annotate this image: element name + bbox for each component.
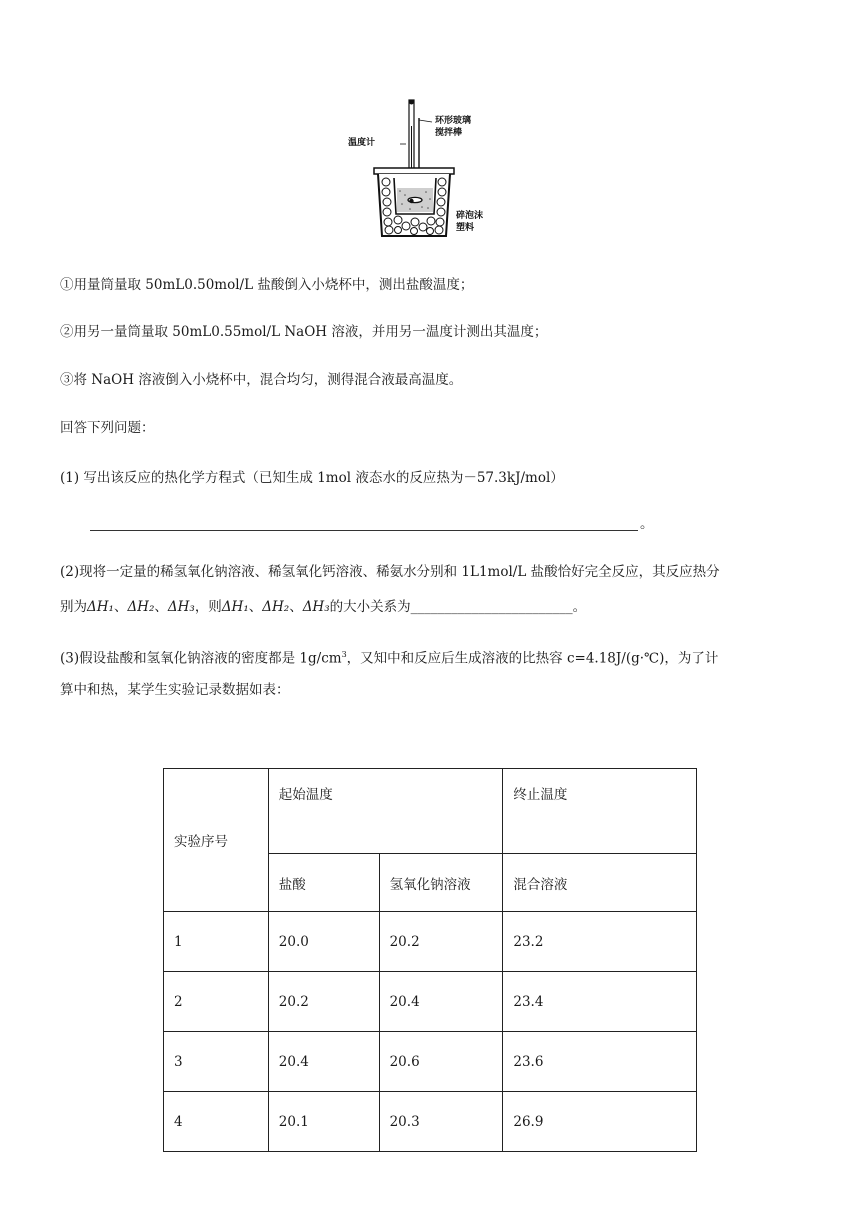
table-cell: 23.4: [503, 972, 697, 1032]
q2-prefix: 别为: [60, 599, 87, 615]
data-table: [163, 768, 697, 1152]
table-row: [164, 972, 697, 1032]
q2-dh2b: ΔH₂: [262, 599, 290, 615]
table-cell: 1: [164, 912, 269, 972]
stirrer-label-2: 搅拌棒: [435, 128, 463, 138]
q2-sep2: 、: [154, 599, 168, 615]
prompt-text: 回答下列问题：: [60, 420, 155, 436]
q2-sep1: 、: [113, 599, 128, 615]
header-naoh: 氢氧化钠溶液: [379, 854, 503, 912]
table-cell: 2: [164, 972, 269, 1032]
question-1: (1) 写出该反应的热化学方程式（已知生成 1mol 液态水的反应热为－57.3kJ/mol）: [60, 470, 564, 486]
step-3: ③将 NaOH 溶液倒入小烧杯中，混合均匀，测得混合液最高温度。: [60, 372, 463, 388]
question-3-line-1: [60, 645, 718, 669]
q2-dh1: ΔH₁: [87, 599, 114, 615]
q3-line1-a: (3)假设盐酸和氢氧化钠溶液的密度都是 1g/cm: [60, 650, 342, 667]
table-cell: 20.1: [268, 1092, 379, 1152]
table-row: [164, 912, 697, 972]
question-3-line-2: 算中和热，某学生实验记录数据如表：: [60, 682, 290, 698]
q2-middle: ，则: [194, 599, 222, 615]
q2-sep3: 、: [248, 599, 263, 615]
stirrer-label-1: 环形玻璃: [435, 116, 472, 126]
table-cell: 4: [164, 1092, 269, 1152]
q3-superscript: 3: [341, 650, 347, 659]
q2-dh1b: ΔH₁: [221, 599, 249, 615]
table-cell: 26.9: [503, 1092, 697, 1152]
table-cell: 23.6: [503, 1032, 697, 1092]
q2-suffix: 的大小关系为________________________。: [329, 599, 587, 615]
table-cell: 20.4: [379, 972, 503, 1032]
table-cell: 3: [164, 1032, 269, 1092]
table-cell: 20.6: [379, 1032, 503, 1092]
table-cell: 20.4: [268, 1032, 379, 1092]
calorimeter-figure: [348, 96, 490, 246]
header-hcl: 盐酸: [268, 854, 379, 912]
table-row: [164, 1092, 697, 1152]
q2-dh3b: ΔH₃: [302, 599, 330, 615]
table-cell: 20.3: [379, 1092, 503, 1152]
q2-dh3: ΔH₃: [167, 599, 195, 615]
header-start-temp: 起始温度: [268, 769, 503, 854]
q2-sep4: 、: [289, 599, 303, 615]
question-2-line-2: [60, 597, 586, 617]
table-cell: 23.2: [503, 912, 697, 972]
table-cell: 20.2: [268, 972, 379, 1032]
table-cell: 20.0: [268, 912, 379, 972]
header-index: 实验序号: [164, 769, 269, 912]
q3-line1-b: ，又知中和反应后生成溶液的比热容 c=4.18J/(g·℃)，为了计: [346, 650, 719, 667]
step-2: ②用另一量筒量取 50mL0.55mol/L NaOH 溶液，并用另一温度计测出其温度；: [60, 324, 548, 340]
header-mix: 混合溶液: [503, 854, 697, 912]
table-cell: 20.2: [379, 912, 503, 972]
step-1: ①用量筒量取 50mL0.50mol/L 盐酸倒入小烧杯中，测出盐酸温度；: [60, 277, 474, 293]
foam-label-2: 塑料: [456, 223, 475, 233]
q2-dh2: ΔH₂: [127, 599, 155, 615]
table-row: [164, 1032, 697, 1092]
thermometer-label: 温度计: [348, 138, 376, 148]
answer-blank-1[interactable]: [90, 520, 638, 531]
foam-label-1: 碎泡沫: [456, 211, 484, 221]
question-2-line-1: (2)现将一定量的稀氢氧化钠溶液、稀氢氧化钙溶液、稀氨水分别和 1L1mol/L 盐酸恰好完全反应，其反应热分: [60, 564, 720, 580]
header-end-temp: 终止温度: [503, 769, 697, 854]
answer-blank-1-end: 。: [640, 516, 654, 532]
